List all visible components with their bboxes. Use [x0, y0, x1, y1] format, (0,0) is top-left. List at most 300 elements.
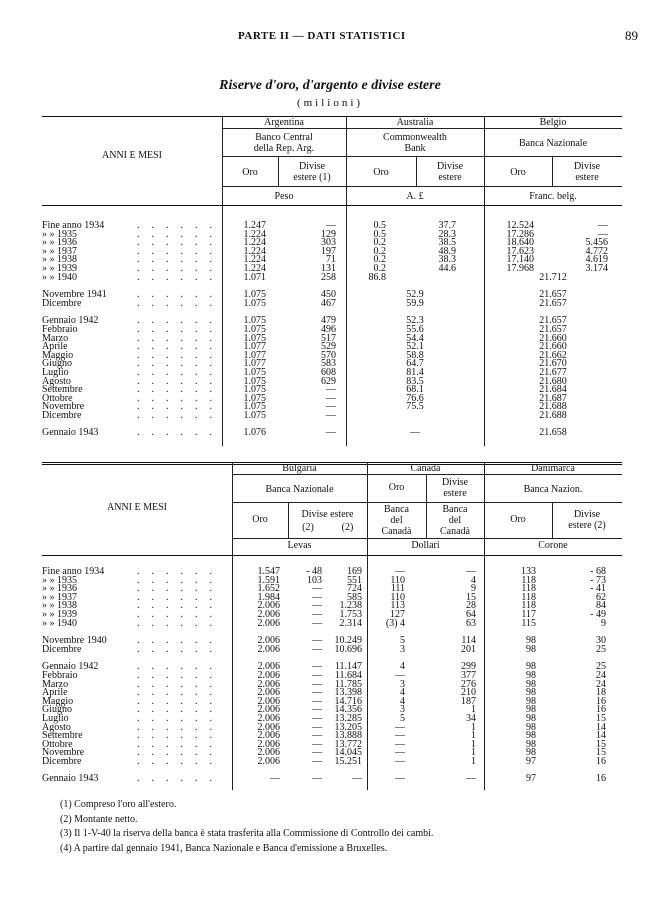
table-cell: 52.3 — [406, 315, 424, 327]
leader-dots: ...... — [137, 228, 224, 240]
table-cell: 0.2 — [373, 237, 386, 249]
bank-name: Commonwealth Bank — [383, 132, 447, 154]
subhead-divise: Divise estere — [436, 161, 464, 183]
table-cell: - 41 — [590, 583, 606, 595]
leader-dots: ...... — [137, 245, 224, 257]
table-cell: — — [395, 721, 405, 733]
row-label: Dicembre — [42, 409, 82, 421]
leader-dots: ...... — [137, 409, 224, 421]
leader-dots: ...... — [137, 687, 224, 699]
table-cell: 1.224 — [243, 245, 266, 257]
table-cell: 113 — [390, 600, 405, 612]
table-cell: — — [395, 738, 405, 750]
row-header: ANNI E MESI — [102, 150, 162, 161]
table-cell: 2.006 — [257, 747, 280, 759]
table-cell: 38.5 — [438, 237, 456, 249]
table-cell: 16 — [596, 773, 606, 785]
table-cell: 30 — [596, 635, 606, 647]
row-label: Dicembre — [42, 755, 82, 767]
table-cell: 21.670 — [539, 358, 567, 370]
table-cell: 2.006 — [257, 738, 280, 750]
leader-dots: ...... — [137, 237, 224, 249]
table-cell: 103 — [307, 574, 322, 586]
table-cell: 129 — [321, 228, 336, 240]
table-cell: 16 — [596, 704, 606, 716]
table-cell: 724 — [347, 583, 362, 595]
table-cell: 1 — [471, 730, 476, 742]
table-cell: 44.6 — [438, 262, 456, 274]
table-cell: 24 — [596, 669, 606, 681]
table-cell: — — [312, 600, 322, 612]
table-cell: 0.5 — [373, 220, 386, 231]
table-cell: 86.8 — [368, 271, 386, 283]
table-cell: 2.006 — [257, 687, 280, 699]
table-cell: — — [466, 773, 476, 785]
table-cell: 111 — [390, 583, 405, 595]
row-label: Aprile — [42, 341, 68, 353]
table-cell: 3 — [400, 678, 405, 690]
subhead-oro: Oro — [252, 514, 268, 525]
table-cell: 15 — [466, 591, 476, 603]
table-cell: 52.1 — [406, 341, 424, 353]
table-cell: 1 — [471, 755, 476, 767]
table-cell: 13.888 — [334, 730, 362, 742]
unit-label: Peso — [274, 191, 294, 202]
table-cell: 59.9 — [406, 297, 424, 309]
header-rule — [367, 502, 484, 503]
table-cell: 15.251 — [334, 755, 362, 767]
table-cell: 1.224 — [243, 262, 266, 274]
row-label: » » 1940 — [42, 617, 77, 629]
table-cell: 187 — [461, 695, 476, 707]
leader-dots: ...... — [137, 392, 224, 404]
subhead-oro: Oro — [242, 167, 258, 178]
leader-dots: ...... — [137, 600, 224, 612]
row-label: Maggio — [42, 349, 74, 361]
leader-dots: ...... — [137, 574, 224, 586]
table-cell: 110 — [390, 591, 405, 603]
table-cell: 75.5 — [406, 401, 424, 413]
unit-label: Corone — [538, 540, 568, 551]
table-cell: — — [312, 643, 322, 655]
leader-dots: ...... — [137, 254, 224, 266]
row-label: » » 1935 — [42, 228, 77, 240]
row-header: ANNI E MESI — [107, 502, 167, 513]
table-cell: — — [312, 730, 322, 742]
table-cell: 201 — [461, 643, 476, 655]
table-cell: 1.224 — [243, 237, 266, 249]
table-cell: — — [312, 687, 322, 699]
table-cell: 2.006 — [257, 730, 280, 742]
table-cell: 98 — [526, 643, 536, 655]
table-cell: 117 — [521, 608, 536, 620]
table-cell: 21.657 — [539, 323, 567, 335]
table-cell: - 73 — [590, 574, 606, 586]
table-cell: 529 — [321, 341, 336, 353]
row-label: Ottobre — [42, 738, 73, 750]
table-cell: 585 — [347, 591, 362, 603]
table-cell: 1.075 — [243, 366, 266, 378]
table-cell: 1.247 — [243, 220, 266, 231]
table-cell: — — [326, 220, 336, 231]
table-cell: 2.006 — [257, 669, 280, 681]
country-australia: Australia — [396, 117, 434, 128]
page-number: 89 — [625, 28, 638, 43]
table-rule — [42, 205, 622, 206]
table-cell: 629 — [321, 375, 336, 387]
table-cell: 1.984 — [257, 591, 280, 603]
subhead-note: (2) — [302, 522, 314, 533]
row-label: Fine anno 1934 — [42, 220, 105, 231]
table-cell: — — [466, 566, 476, 577]
table-cell: 98 — [526, 738, 536, 750]
table-cell: 1.075 — [243, 409, 266, 421]
row-label: Gennaio 1942 — [42, 661, 99, 673]
subhead-divise: Divise estere — [573, 161, 601, 183]
table-cell: 21.657 — [539, 297, 567, 309]
table-cell: 467 — [321, 297, 336, 309]
table-cell: 1 — [471, 747, 476, 759]
row-label: Agosto — [42, 721, 71, 733]
leader-dots: ...... — [137, 332, 224, 344]
table-cell: 496 — [321, 323, 336, 335]
table-cell: 2.006 — [257, 755, 280, 767]
table-cell: 62 — [596, 591, 606, 603]
table-cell: 1.075 — [243, 384, 266, 396]
country-canada: Canadà — [410, 463, 441, 474]
table-cell: — — [312, 695, 322, 707]
table-cell: 14.045 — [334, 747, 362, 759]
table-cell: 21.662 — [539, 349, 567, 361]
leader-dots: ...... — [137, 773, 224, 785]
table-cell: 21.658 — [539, 427, 567, 439]
table-cell: 1.071 — [243, 271, 266, 283]
table-cell: 1 — [471, 704, 476, 716]
table-cell: 16 — [596, 755, 606, 767]
table-cell: 0.2 — [373, 262, 386, 274]
table-cell: 21.680 — [539, 375, 567, 387]
table-cell: 21.687 — [539, 392, 567, 404]
table-cell: 14.356 — [334, 704, 362, 716]
country-belgio: Belgio — [539, 117, 567, 128]
leader-dots: ...... — [137, 341, 224, 353]
table-row — [42, 755, 622, 767]
unit-label: Franc. belg. — [529, 191, 577, 202]
reserves-table-1 — [42, 116, 622, 446]
table-cell: 2.006 — [257, 712, 280, 724]
table-cell: — — [312, 583, 322, 595]
reserves-table-2 — [42, 462, 622, 792]
table-cell: 98 — [526, 747, 536, 759]
table-cell: 1.077 — [243, 358, 266, 370]
unit-label: A. £ — [406, 191, 424, 202]
subhead-note: (2) — [341, 522, 354, 533]
header-rule — [232, 474, 622, 475]
subhead-divise: Divise estere (1) — [293, 161, 331, 183]
row-label: » » 1936 — [42, 583, 77, 595]
table-cell: — — [395, 566, 405, 577]
page-subtitle: (milioni) — [296, 97, 364, 109]
leader-dots: ...... — [137, 608, 224, 620]
table-cell: 98 — [526, 695, 536, 707]
table-cell: 1.753 — [339, 608, 362, 620]
header-rule — [232, 502, 367, 503]
leader-dots: ...... — [137, 358, 224, 370]
table-cell: 21.677 — [539, 366, 567, 378]
table-cell: — — [312, 617, 322, 629]
row-label: » » 1938 — [42, 254, 77, 266]
table-cell: 9 — [601, 617, 606, 629]
table-cell: 10.696 — [334, 643, 362, 655]
page-header — [18, 30, 638, 44]
table-cell: 14 — [596, 721, 606, 733]
table-cell: — — [312, 678, 322, 690]
table-cell: 18 — [596, 687, 606, 699]
table-row — [42, 271, 622, 283]
row-label: Giugno — [42, 358, 72, 370]
table-cell: 81.4 — [406, 366, 424, 378]
table-cell: 118 — [521, 600, 536, 612]
leader-dots: ...... — [137, 271, 224, 283]
table-cell: 3 — [400, 704, 405, 716]
table-cell: — — [410, 427, 420, 439]
table-cell: 1.075 — [243, 401, 266, 413]
table-cell: 11.147 — [334, 661, 362, 673]
leader-dots: ...... — [137, 730, 224, 742]
table-cell: 0.5 — [373, 228, 386, 240]
table-cell: 15 — [596, 747, 606, 759]
row-label: » » 1937 — [42, 245, 77, 257]
table-cell: 64 — [466, 608, 476, 620]
leader-dots: ...... — [137, 323, 224, 335]
table-cell: 583 — [321, 358, 336, 370]
subhead-oro: Oro — [510, 514, 526, 525]
table-cell: — — [326, 392, 336, 404]
table-cell: 1.076 — [243, 427, 266, 439]
leader-dots: ...... — [137, 695, 224, 707]
header-rule — [232, 538, 622, 539]
table-cell: 83.5 — [406, 375, 424, 387]
table-cell: 2.006 — [257, 704, 280, 716]
row-label: Novembre — [42, 747, 85, 759]
subhead-divise: Divise estere (2) — [568, 509, 606, 531]
table-cell: 1 — [471, 738, 476, 750]
leader-dots: ...... — [137, 635, 224, 647]
table-cell: 4 — [400, 687, 405, 699]
table-cell: 25 — [596, 643, 606, 655]
table-cell: 98 — [526, 721, 536, 733]
table-cell: 4 — [471, 574, 476, 586]
table-cell: 3 — [400, 643, 405, 655]
leader-dots: ...... — [137, 583, 224, 595]
row-label: Luglio — [42, 366, 69, 378]
table-cell: 16 — [596, 695, 606, 707]
table-cell: 18.640 — [506, 237, 534, 249]
table-cell: 21.688 — [539, 401, 567, 413]
leader-dots: ...... — [137, 669, 224, 681]
leader-dots: ...... — [137, 384, 224, 396]
table-cell: 1.075 — [243, 375, 266, 387]
row-label: Settembre — [42, 730, 83, 742]
table-cell: 63 — [466, 617, 476, 629]
table-cell: 14 — [596, 730, 606, 742]
table-cell: 84 — [596, 600, 606, 612]
leader-dots: ...... — [137, 315, 224, 327]
table-cell: 97 — [526, 755, 536, 767]
subhead-bank: Banca del Canadà — [440, 504, 470, 537]
table-cell: 2.006 — [257, 608, 280, 620]
table-cell: — — [326, 401, 336, 413]
table-cell: 2.006 — [257, 695, 280, 707]
table-cell: 2.006 — [257, 643, 280, 655]
table-cell: 1.075 — [243, 315, 266, 327]
row-label: Maggio — [42, 695, 74, 707]
table-cell: 1.224 — [243, 254, 266, 266]
table-cell: 98 — [526, 704, 536, 716]
table-cell: 450 — [321, 289, 336, 301]
bank-name: Banco Central della Rep. Arg. — [253, 132, 315, 154]
leader-dots: ...... — [137, 289, 224, 301]
header-rule — [222, 128, 622, 129]
table-cell: 13.205 — [334, 721, 362, 733]
table-cell: 13.398 — [334, 687, 362, 699]
table-cell: 98 — [526, 687, 536, 699]
row-label: Dicembre — [42, 297, 82, 309]
footnote: (3) Il 1-V-40 la riserva della banca è stata trasferita alla Commissione di Controllo dei cambi. — [60, 828, 434, 839]
table-cell: 25 — [596, 661, 606, 673]
table-cell: 2.006 — [257, 678, 280, 690]
table-cell: 21.688 — [539, 409, 567, 421]
table-cell: 5 — [400, 635, 405, 647]
table-cell: 1.591 — [257, 574, 280, 586]
table-cell: 21.657 — [539, 289, 567, 301]
table-cell: 17.140 — [506, 254, 534, 266]
table-cell: 4.619 — [585, 254, 608, 266]
table-cell: (3) 4 — [385, 617, 405, 629]
row-label: Marzo — [42, 678, 69, 690]
leader-dots: ...... — [137, 617, 224, 629]
table-cell: — — [312, 591, 322, 603]
table-cell: 1.075 — [243, 323, 266, 335]
table-row — [42, 617, 622, 629]
table-cell: 377 — [461, 669, 476, 681]
table-cell: 28 — [466, 600, 476, 612]
table-row — [42, 775, 622, 784]
table-cell: — — [598, 228, 608, 240]
table-cell: 71 — [326, 254, 336, 266]
row-label: Fine anno 1934 — [42, 566, 105, 577]
table-cell: - 48 — [306, 566, 322, 577]
table-cell: 5 — [400, 712, 405, 724]
table-cell: — — [395, 669, 405, 681]
table-cell: 608 — [321, 366, 336, 378]
table-cell: 76.6 — [406, 392, 424, 404]
table-cell: — — [312, 755, 322, 767]
row-label: Giugno — [42, 704, 72, 716]
subhead-bank: Banca del Canadà — [381, 504, 412, 537]
table-cell: — — [395, 747, 405, 759]
table-cell: 11.684 — [334, 669, 362, 681]
table-cell: 13.285 — [334, 712, 362, 724]
table-cell: 1.075 — [243, 392, 266, 404]
table-cell: 258 — [321, 271, 336, 283]
table-cell: — — [312, 773, 322, 785]
table-cell: 21.712 — [539, 271, 567, 283]
row-label: » » 1939 — [42, 262, 77, 274]
table-cell: 2.006 — [257, 600, 280, 612]
table-cell: 0.2 — [373, 245, 386, 257]
table-cell: 38.3 — [438, 254, 456, 266]
table-cell: 517 — [321, 332, 336, 344]
row-label: Agosto — [42, 375, 71, 387]
table-cell: 1.224 — [243, 228, 266, 240]
leader-dots: ...... — [137, 427, 224, 439]
table-row — [42, 643, 622, 655]
table-cell: 1.077 — [243, 349, 266, 361]
table-cell: 15 — [596, 712, 606, 724]
country-argentina: Argentina — [264, 117, 304, 128]
table-cell: — — [352, 773, 362, 785]
bank-name: Banca Nazionale — [518, 138, 588, 149]
table-cell: 58.8 — [406, 349, 424, 361]
subhead-divise: Divise estere — [441, 477, 469, 499]
table-cell: 110 — [390, 574, 405, 586]
table-cell: — — [312, 608, 322, 620]
table-row — [42, 409, 622, 421]
table-cell: 197 — [321, 245, 336, 257]
table-cell: — — [270, 773, 280, 785]
row-label: Gennaio 1943 — [42, 773, 99, 785]
leader-dots: ...... — [137, 349, 224, 361]
table-cell: 118 — [521, 583, 536, 595]
row-label: Gennaio 1942 — [42, 315, 99, 327]
leader-dots: ...... — [137, 738, 224, 750]
table-cell: 2.006 — [257, 661, 280, 673]
table-cell: 68.1 — [406, 384, 424, 396]
table-cell: 98 — [526, 635, 536, 647]
table-cell: 1 — [471, 721, 476, 733]
footnote: (2) Montante netto. — [60, 813, 138, 825]
leader-dots: ...... — [137, 401, 224, 413]
row-label: » » 1940 — [42, 271, 77, 283]
row-label: Settembre — [42, 384, 83, 396]
table-cell: — — [312, 747, 322, 759]
table-cell: 276 — [461, 678, 476, 690]
row-label: Luglio — [42, 712, 69, 724]
leader-dots: ...... — [137, 721, 224, 733]
table-cell: 17.968 — [506, 262, 534, 274]
table-cell: 1.075 — [243, 289, 266, 301]
table-cell: 24 — [596, 678, 606, 690]
table-cell: 98 — [526, 712, 536, 724]
table-cell: 1.077 — [243, 341, 266, 353]
table-cell: 28.3 — [438, 228, 456, 240]
row-label: Aprile — [42, 687, 68, 699]
table-cell: 21.660 — [539, 332, 567, 344]
row-label: » » 1935 — [42, 574, 77, 586]
footnotes — [60, 798, 433, 856]
unit-label: Dollari — [411, 540, 440, 551]
row-label: Dicembre — [42, 643, 82, 655]
leader-dots: ...... — [137, 366, 224, 378]
leader-dots: ...... — [137, 747, 224, 759]
row-label: » » 1936 — [42, 237, 77, 249]
table-cell: 21.657 — [539, 315, 567, 327]
table-cell: — — [395, 773, 405, 785]
header-rule — [222, 156, 622, 157]
table-cell: 9 — [471, 583, 476, 595]
table-cell: 48.9 — [438, 245, 456, 257]
